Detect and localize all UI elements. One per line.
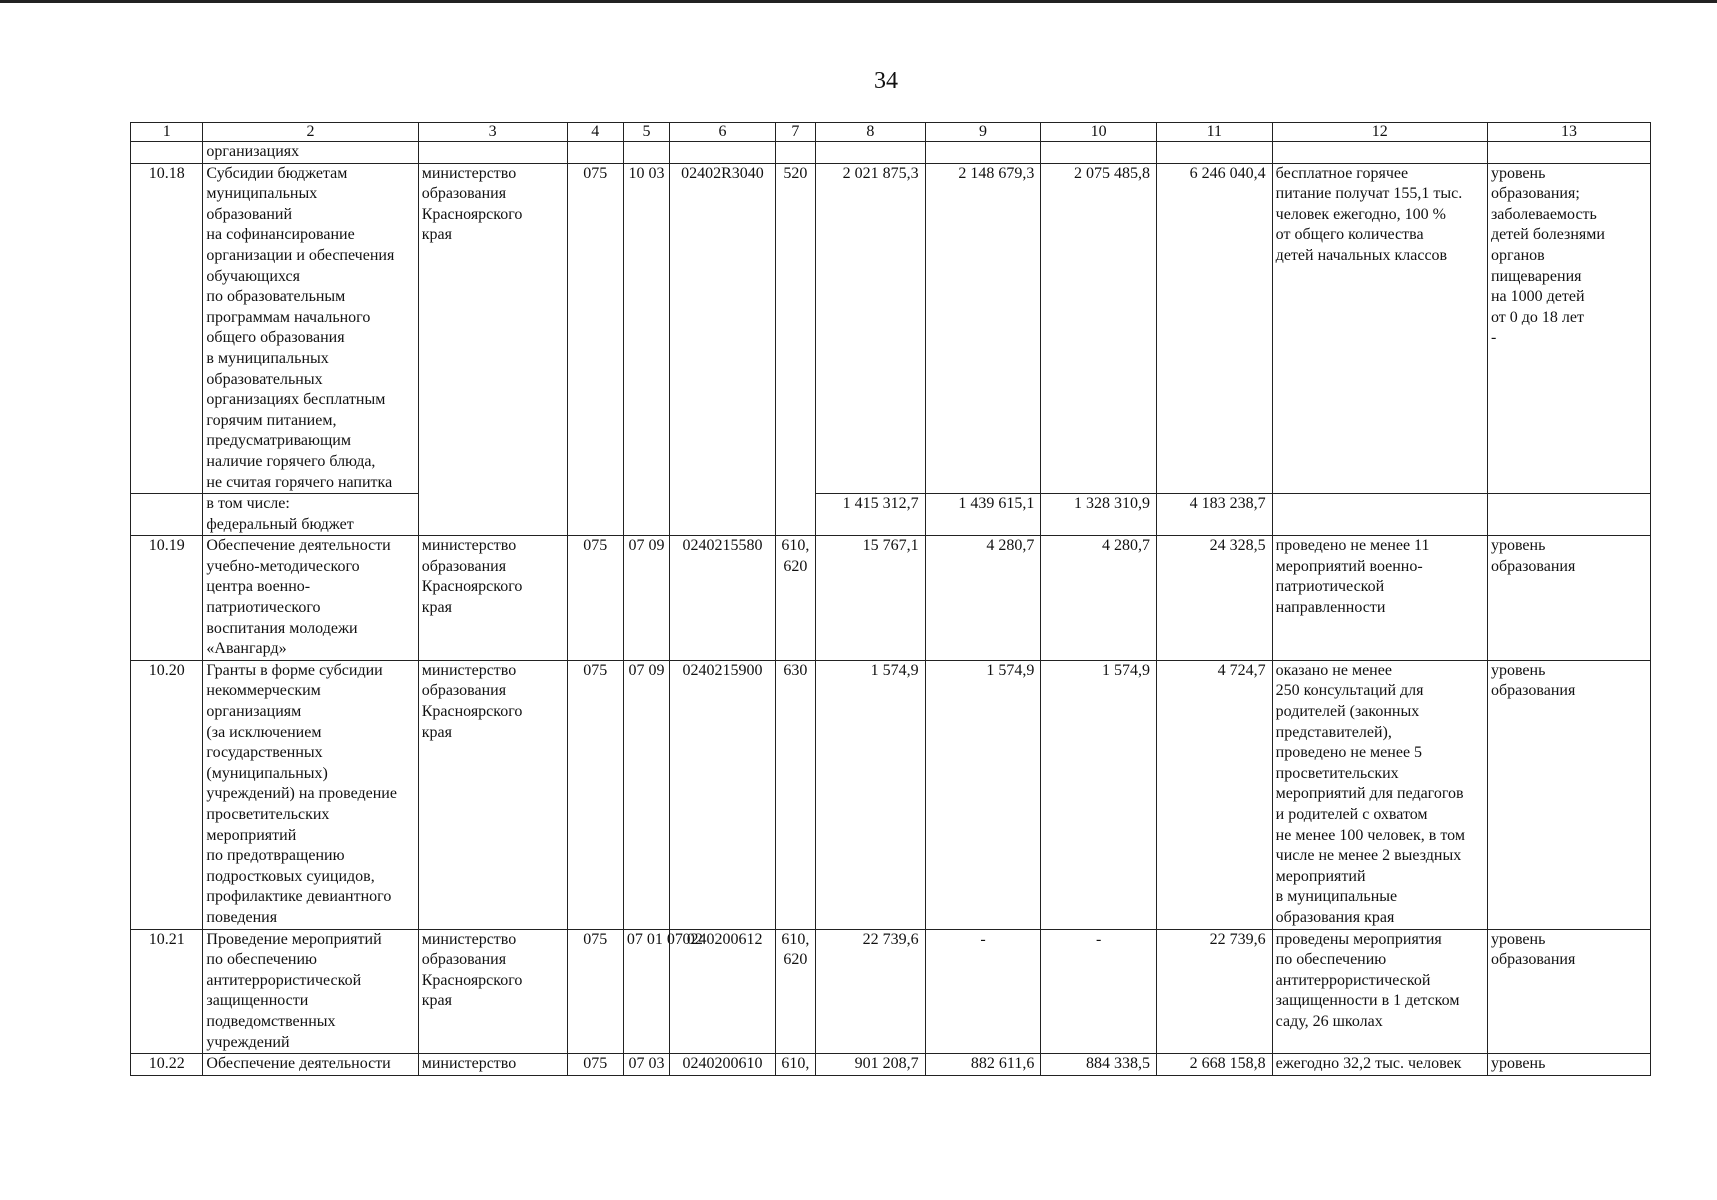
expense-type-code: 520 (775, 163, 815, 536)
expense-type-code: 610, 620 (775, 536, 815, 661)
grbs-code: 075 (567, 660, 623, 929)
expense-type-code: 630 (775, 660, 815, 929)
row-number: 10.19 (131, 536, 203, 661)
amount-year-1: 2 021 875,3 (816, 163, 926, 494)
column-header: 3 (418, 123, 567, 142)
amount-year-3: 4 280,7 (1041, 536, 1157, 661)
section-code: 07 09 (623, 536, 669, 661)
column-header: 8 (816, 123, 926, 142)
table-row (131, 536, 1651, 661)
indicator-level: уровень образования; заболеваемость детей болезнями органов пищеварения на 1000 детей от 0 до 18 лет - (1487, 163, 1650, 494)
indicator-level: уровень образования (1487, 929, 1650, 1054)
amount-year-2: 4 280,7 (925, 536, 1041, 661)
amount-year-2: 2 148 679,3 (925, 163, 1041, 494)
target-article-code: 0240200610 (670, 1054, 776, 1076)
amount-year-3: 884 338,5 (1041, 1054, 1157, 1076)
section-code: 10 03 (623, 163, 669, 536)
amount-total: 24 328,5 (1157, 536, 1273, 661)
column-header: 10 (1041, 123, 1157, 142)
column-header: 1 (131, 123, 203, 142)
column-header: 11 (1157, 123, 1273, 142)
grbs-code: 075 (567, 163, 623, 536)
activity-name: организациях (203, 142, 418, 164)
row-number: 10.20 (131, 660, 203, 929)
section-code: 07 03 (623, 1054, 669, 1076)
funding-source: в том числе: федеральный бюджет (203, 494, 418, 536)
amount-year-3: 1 328 310,9 (1041, 494, 1157, 536)
indicator-level: уровень образования (1487, 660, 1650, 929)
executor: министерство образования Красноярского края (418, 163, 567, 536)
amount-total: 4 724,7 (1157, 660, 1273, 929)
amount-year-3: 2 075 485,8 (1041, 163, 1157, 494)
column-header: 5 (623, 123, 669, 142)
expected-result: ежегодно 32,2 тыс. человек (1272, 1054, 1487, 1076)
column-header: 9 (925, 123, 1041, 142)
amount-year-1: 15 767,1 (816, 536, 926, 661)
row-number: 10.21 (131, 929, 203, 1054)
amount-year-3: - (1041, 929, 1157, 1054)
expected-result: проведены мероприятия по обеспечению антитеррористической защищенности в 1 детском саду, 26 школах (1272, 929, 1487, 1054)
row-number: 10.18 (131, 163, 203, 494)
amount-year-2: 882 611,6 (925, 1054, 1041, 1076)
executor: министерство образования Красноярского края (418, 660, 567, 929)
column-header: 2 (203, 123, 418, 142)
executor: министерство образования Красноярского края (418, 536, 567, 661)
expected-result: оказано не менее 250 консультаций для родителей (законных представителей), проведено не менее 5 просветительских мероприятий для педагогов и родителей с охватом не менее 100 человек, в том числе не менее 2 выездных мероприятий в муниципальные образования края (1272, 660, 1487, 929)
activity-name: Проведение мероприятий по обеспечению антитеррористической защищенности подведомственных учреждений (203, 929, 418, 1054)
top-border-line (0, 0, 1717, 3)
grbs-code: 075 (567, 929, 623, 1054)
target-article-code: 0240215900 (670, 660, 776, 929)
amount-year-2: 1 439 615,1 (925, 494, 1041, 536)
expected-result: проведено не менее 11 мероприятий военно- патриотической направленности (1272, 536, 1487, 661)
section-code: 07 01 07 02 (623, 929, 669, 1054)
expense-type-code: 610, 620 (775, 929, 815, 1054)
amount-year-1: 1 574,9 (816, 660, 926, 929)
table-subrow (131, 494, 1651, 536)
section-code: 07 09 (623, 660, 669, 929)
activity-name: Обеспечение деятельности (203, 1054, 418, 1076)
table-row (131, 163, 1651, 494)
continuation-row (131, 142, 1651, 164)
program-activities-table (130, 122, 1651, 1076)
amount-year-2: 1 574,9 (925, 660, 1041, 929)
activity-name: Субсидии бюджетам муниципальных образований на софинансирование организации и обеспечения обучающихся по образовательным программам начального общего образования в муниципальных образовательных организациях бесплатным горячим питанием, предусматривающим наличие горячего блюда, не считая горячего напитка (203, 163, 418, 494)
table-row (131, 929, 1651, 1054)
row-number: 10.22 (131, 1054, 203, 1076)
indicator-level: уровень образования (1487, 536, 1650, 661)
column-header: 7 (775, 123, 815, 142)
amount-year-1: 901 208,7 (816, 1054, 926, 1076)
column-header: 4 (567, 123, 623, 142)
amount-year-1: 1 415 312,7 (816, 494, 926, 536)
amount-year-1: 22 739,6 (816, 929, 926, 1054)
indicator-level: уровень (1487, 1054, 1650, 1076)
target-article-code: 02402R3040 (670, 163, 776, 536)
activity-name: Обеспечение деятельности учебно-методического центра военно- патриотического воспитания молодежи «Авангард» (203, 536, 418, 661)
amount-year-3: 1 574,9 (1041, 660, 1157, 929)
amount-year-2: - (925, 929, 1041, 1054)
page-number: 34 (874, 68, 898, 94)
amount-total: 6 246 040,4 (1157, 163, 1273, 494)
column-header: 13 (1487, 123, 1650, 142)
column-header: 6 (670, 123, 776, 142)
target-article-code: 0240215580 (670, 536, 776, 661)
amount-total: 4 183 238,7 (1157, 494, 1273, 536)
grbs-code: 075 (567, 536, 623, 661)
table-row (131, 660, 1651, 929)
column-number-row (131, 123, 1651, 142)
activity-name: Гранты в форме субсидии некоммерческим организациям (за исключением государственных (муниципальных) учреждений) на проведение просветительских мероприятий по предотвращению подростковых суицидов, профилактике девиантного поведения (203, 660, 418, 929)
amount-total: 22 739,6 (1157, 929, 1273, 1054)
executor: министерство (418, 1054, 567, 1076)
table-row (131, 1054, 1651, 1076)
column-header: 12 (1272, 123, 1487, 142)
target-article-code: 0240200612 (670, 929, 776, 1054)
expense-type-code: 610, (775, 1054, 815, 1076)
expected-result: бесплатное горячее питание получат 155,1 тыс. человек ежегодно, 100 % от общего количества детей начальных классов (1272, 163, 1487, 494)
grbs-code: 075 (567, 1054, 623, 1076)
executor: министерство образования Красноярского края (418, 929, 567, 1054)
amount-total: 2 668 158,8 (1157, 1054, 1273, 1076)
